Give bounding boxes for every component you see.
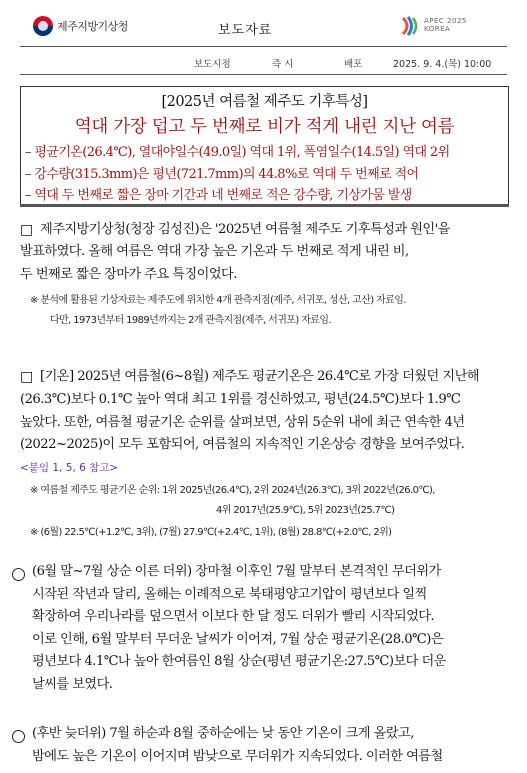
summary-box-shadow-bar (20, 204, 509, 207)
paragraph-line: (26.3℃)보다 0.1℃ 높아 역대 최고 1위를 경신하였고, 평년(24.5℃)보다 1.9℃ (20, 392, 461, 407)
paragraph-line: 날씨를 보였다. (32, 676, 113, 692)
org-name: 제주지방기상청 (57, 20, 128, 33)
paragraph-line: 밤에도 높은 기온이 이어지며 밤낮으로 무더위가 지속되었다. 이러한 여름철 (32, 748, 443, 764)
intro-paragraph-cont (20, 241, 520, 286)
summary-box (20, 86, 509, 206)
monthly-temperature-note: ※ (6월) 22.5℃(+1.2℃, 3위), (7월) 27.9℃(+2.4℃, 1위), (8월) 28.8℃(+2.0℃, 2위) (30, 527, 392, 538)
summary-subtitle: [2025년 여름철 제주도 기후특성] (161, 94, 368, 110)
distribution-value: 2025. 9. 4.(목) 10:00 (393, 59, 492, 70)
paragraph-line: (2022~2025)이 모두 포함되어, 여름철의 지속적인 기온상승 경향을 보여주었다. (20, 437, 465, 452)
paragraph-line: 높았다. 또한, 여름철 평균기온 순위를 살펴보면, 상위 5순위 내에 최근 연속한 4년 (20, 414, 465, 430)
taegeuk-emblem-icon (33, 16, 53, 36)
apec-sub-label: KOREA (424, 25, 451, 33)
paragraph-line: (6월 말~7월 상순 이른 더위) 장마철 이후인 7월 말부터 본격적인 무더위가 (32, 564, 441, 579)
section-marker-square: □ (20, 222, 34, 238)
paragraph-line: 제주지방기상청(청장 김성진)은 '2025년 여름철 제주도 기후특성과 원인'을 (40, 222, 450, 237)
summary-bullet: – 평균기온(26.4℃), 열대야일수(49.0일) 역대 1위, 폭염일수(14.5일) 역대 2위 (25, 145, 450, 160)
header-divider-bottom (20, 74, 507, 75)
apec-mark-icon (400, 14, 422, 38)
summary-bullet: – 강수량(315.3mm)은 평년(721.7mm)의 44.8%로 역대 두 번째로 적어 (25, 167, 419, 182)
section-marker-square: □ (20, 369, 34, 385)
paragraph-line: 평년보다 4.1℃나 높아 한여름인 8월 상순(평년 평균기온:27.5℃)보다 더운 (32, 654, 446, 669)
paragraph-line: 확장하여 우리나라를 덮으면서 이보다 한 달 정도 더위가 빨리 시작되었다. (32, 609, 435, 624)
temperature-paragraph (40, 366, 520, 389)
header-divider-top (20, 46, 507, 47)
bullet-circle-icon (12, 568, 25, 581)
ranking-note: ※ 여름철 제주도 평균기온 순위: 1위 2025년(26.4℃), 2위 2024년(26.3℃), 3위 2022년(26.0℃), (30, 485, 435, 496)
late-heat-paragraph (32, 723, 522, 768)
paragraph-line: 이로 인해, 6월 말부터 무더운 날씨가 이어져, 7월 상순 평균기온(28.0℃)은 (32, 631, 444, 647)
paragraph-line: (후반 늦더위) 7월 하순과 8월 중하순에는 낮 동안 기온이 크게 올랐고, (32, 726, 414, 741)
summary-headline: 역대 가장 덥고 두 번째로 비가 적게 내린 지난 여름 (74, 117, 455, 137)
data-source-note-cont: 다만, 1973년부터 1989년까지는 2개 관측지점(제주, 서귀포) 자료임. (50, 315, 331, 326)
appendix-reference-link[interactable]: <붙임 1, 5, 6 참고> (20, 462, 119, 474)
intro-paragraph (40, 219, 520, 242)
data-source-note: ※ 분석에 활용된 기상자료는 제주도에 위치한 4개 관측지점(제주, 서귀포, 성산, 고산) 자료임. (30, 295, 406, 306)
paragraph-line: [기온] 2025년 여름철(6~8월) 제주도 평균기온은 26.4℃로 가장 더웠던 지난해 (40, 369, 479, 384)
kma-logo (33, 16, 128, 36)
temperature-paragraph-cont (20, 389, 520, 457)
summary-bullet: – 역대 두 번째로 짧은 장마 기간과 네 번째로 적은 강수량, 기상가뭄 발생 (25, 188, 412, 203)
apec-2025-logo (400, 14, 508, 40)
ranking-note-cont: 4위 2017년(25.9℃), 5위 2023년(25.7℃) (216, 505, 395, 516)
distribution-label: 배포 (344, 59, 363, 70)
release-label: 보도시점 (194, 59, 231, 70)
release-value: 즉 시 (272, 59, 294, 70)
early-heat-paragraph (32, 561, 522, 696)
paragraph-line: 발표하였다. 올해 여름은 역대 가장 높은 기온과 두 번째로 적게 내린 비, (20, 244, 409, 259)
paragraph-line: 두 번째로 짧은 장마가 주요 특징이었다. (20, 266, 237, 282)
apec-label: APEC 2025 (424, 17, 467, 25)
bullet-circle-icon (12, 730, 25, 743)
paragraph-line: 시작된 작년과 달리, 올해는 이례적으로 북태평양고기압이 평년보다 일찍 (32, 586, 427, 602)
document-type-title: 보도자료 (218, 23, 273, 38)
